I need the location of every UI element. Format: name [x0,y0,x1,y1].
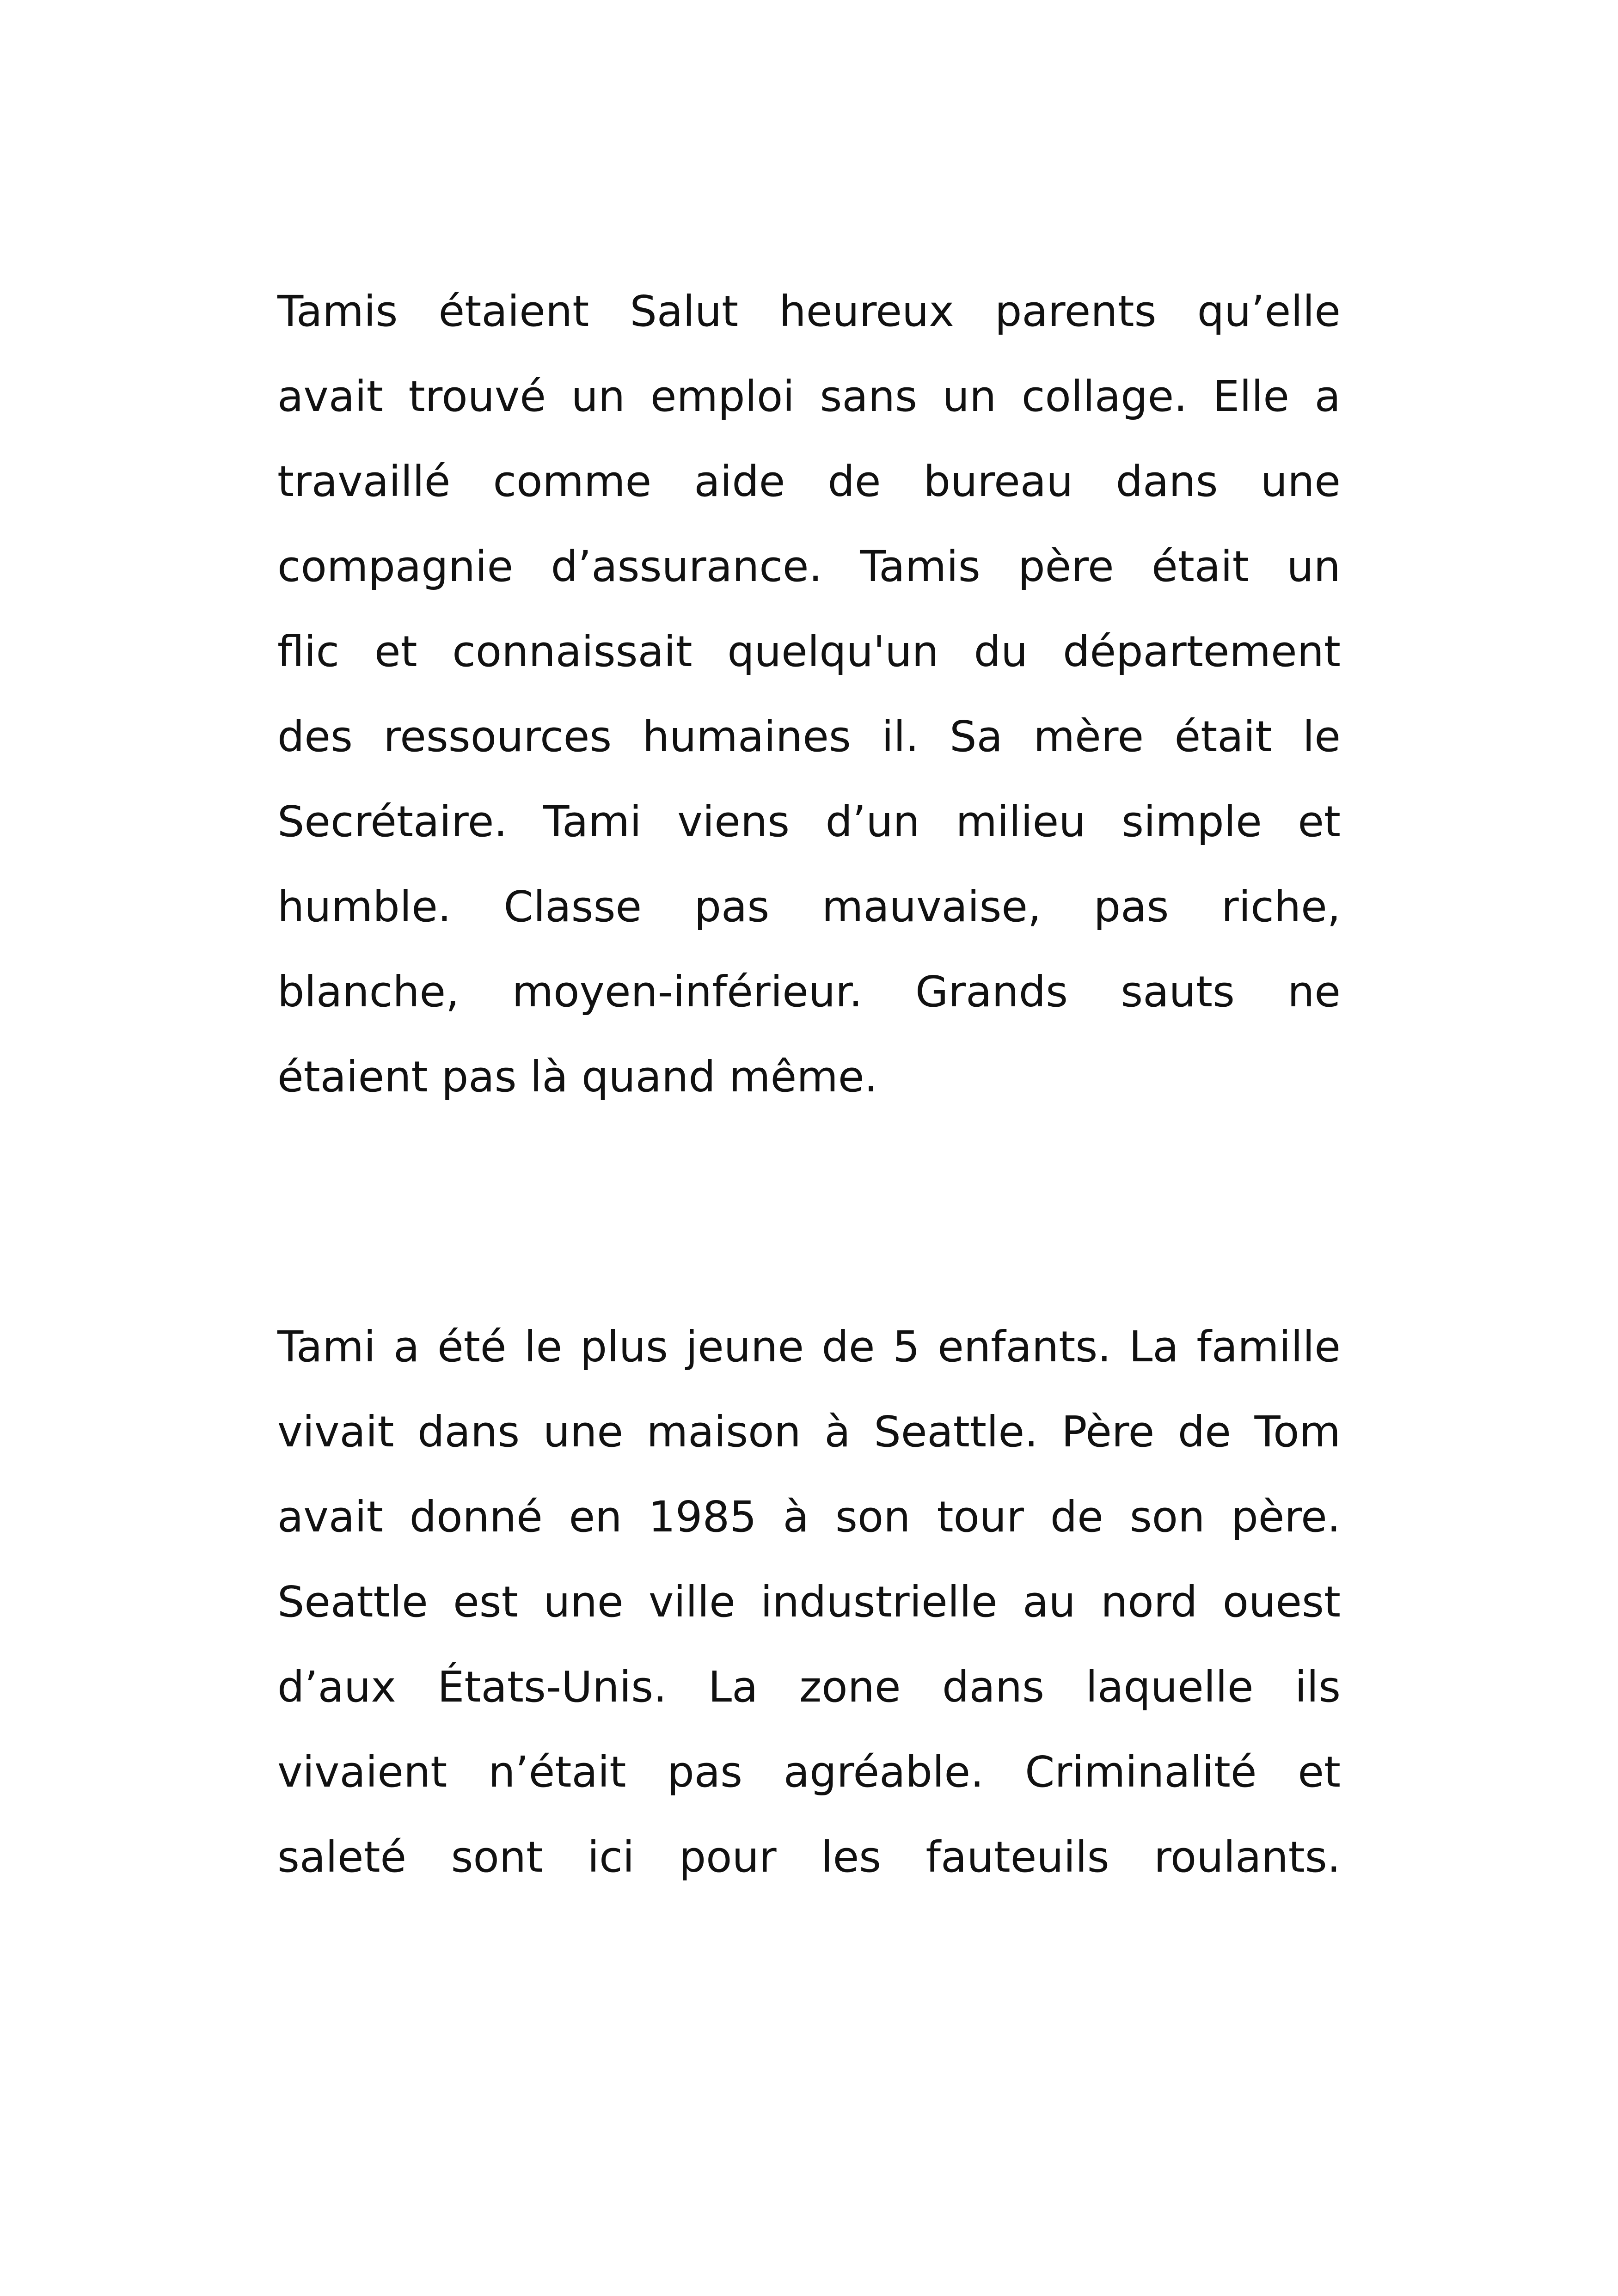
text-line: des ressources humaines il. Sa mère était le [277,712,1341,761]
text-line: vivaient n’était pas agréable. Criminalité et [277,1747,1341,1797]
text-line: humble. Classe pas mauvaise, pas riche, [277,882,1341,931]
paragraph-1 [277,269,1341,1120]
text-line: Tamis étaient Salut heureux parents qu’elle [277,287,1341,336]
text-line: avait trouvé un emploi sans un collage. Elle a [277,372,1341,421]
text-line: blanche, moyen-inférieur. Grands sauts ne [277,967,1341,1016]
text-line: vivait dans une maison à Seattle. Père de Tom [277,1407,1341,1457]
text-line: flic et connaissait quelqu'un du département [277,627,1341,676]
text-line: Secrétaire. Tami viens d’un milieu simple et [277,797,1341,846]
text-line: d’aux États-Unis. La zone dans laquelle ils [277,1662,1341,1712]
text-line: étaient pas là quand même. [277,1052,878,1102]
text-line: travaillé comme aide de bureau dans une [277,457,1341,506]
text-line: avait donné en 1985 à son tour de son père. [277,1492,1341,1542]
text-line: Tami a été le plus jeune de 5 enfants. La famille [277,1322,1341,1371]
text-line: Seattle est une ville industrielle au nord ouest [277,1577,1341,1627]
text-line: saleté sont ici pour les fauteuils roulants. [277,1832,1341,1882]
text-line: compagnie d’assurance. Tamis père était un [277,542,1341,591]
paragraph-2 [277,1304,1341,1900]
